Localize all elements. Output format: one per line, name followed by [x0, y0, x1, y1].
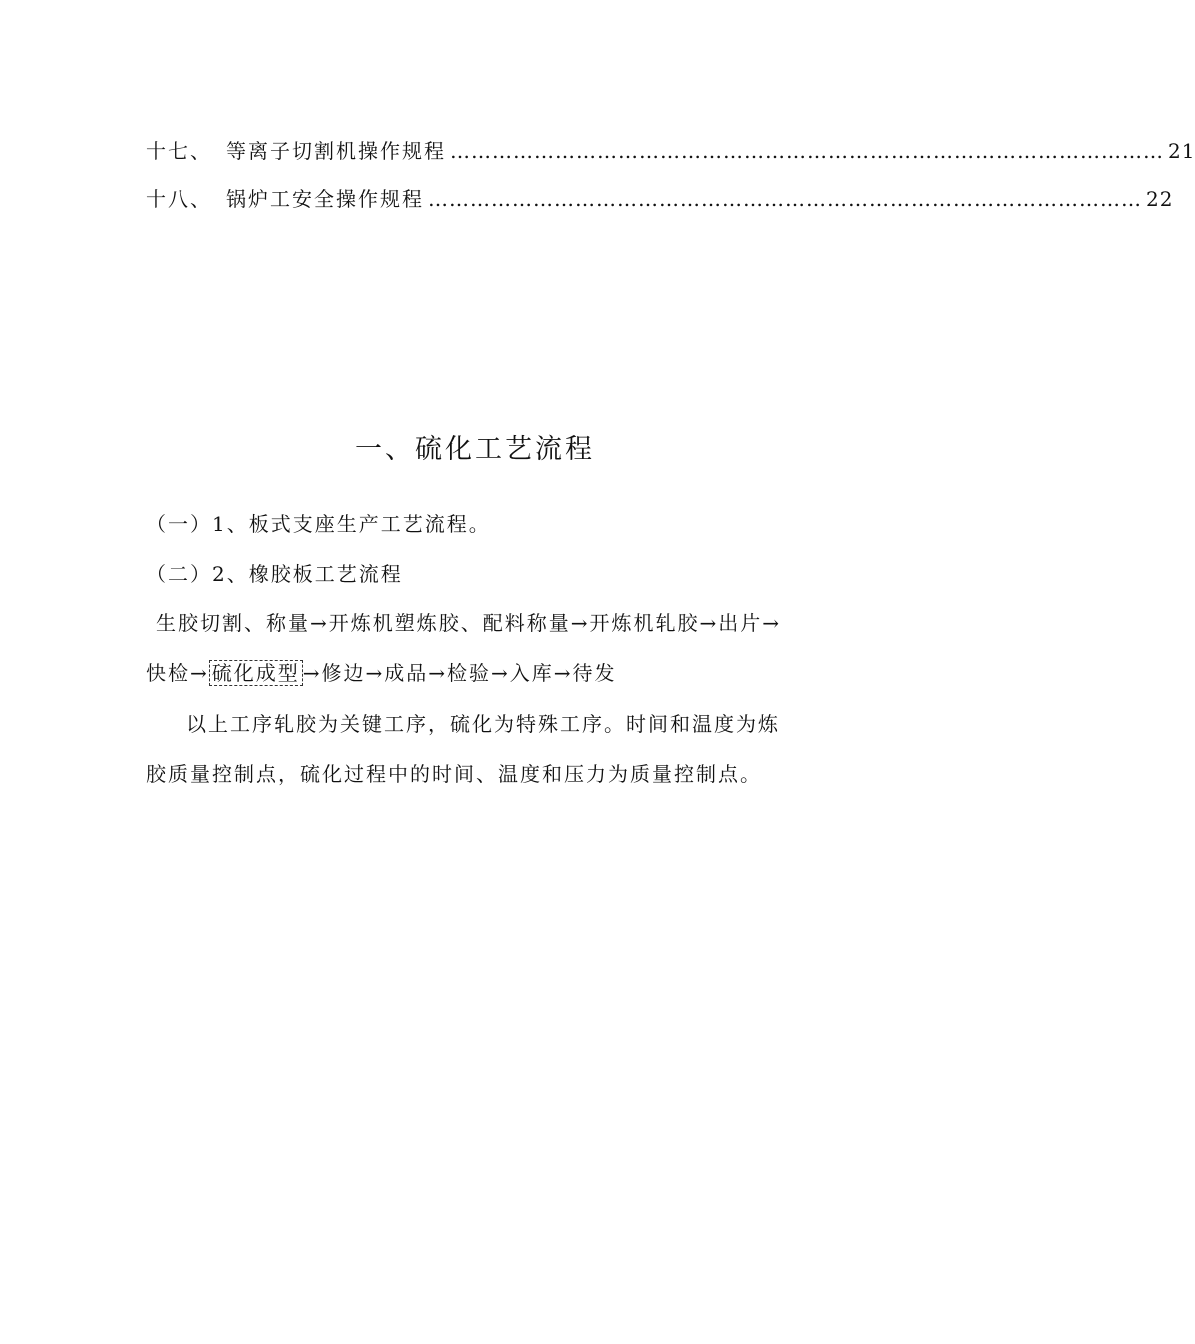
note-line-2: 胶质量控制点，硫化过程中的时间、温度和压力为质量控制点。	[146, 762, 762, 786]
list-item-1: （一）1、板式支座生产工艺流程。	[146, 512, 491, 536]
toc-entry-page: 22	[1146, 187, 1174, 211]
list-item-2: （二）2、橡胶板工艺流程	[146, 562, 403, 586]
toc-leader-dots: …………………………………………………………………………………………	[428, 187, 1142, 211]
flow-key-step: 硫化成型	[209, 660, 303, 686]
toc-entry[interactable]	[146, 184, 1174, 214]
toc-entry-number: 十七、	[146, 139, 212, 163]
note-line-1: 以上工序轧胶为关键工序，硫化为特殊工序。时间和温度为炼	[186, 712, 780, 736]
flow-line-2	[146, 658, 806, 688]
flow-text-after: →修边→成品→检验→入库→待发	[302, 661, 617, 685]
toc-leader-dots: …………………………………………………………………………………………	[450, 139, 1164, 163]
toc-entry[interactable]	[146, 136, 1195, 166]
toc-entry-title: 锅炉工安全操作规程	[226, 187, 424, 211]
flow-line-1	[156, 608, 816, 638]
toc-entry-page: 21	[1168, 139, 1195, 163]
toc-entry-title: 等离子切割机操作规程	[226, 139, 446, 163]
flow-text-before: 快检→	[146, 661, 209, 685]
toc-entry-number: 十八、	[146, 187, 212, 211]
section-heading: 一、硫化工艺流程	[355, 434, 595, 465]
flow-text-1: 生胶切割、称量→开炼机塑炼胶、配料称量→开炼机轧胶→出片→	[156, 611, 782, 635]
